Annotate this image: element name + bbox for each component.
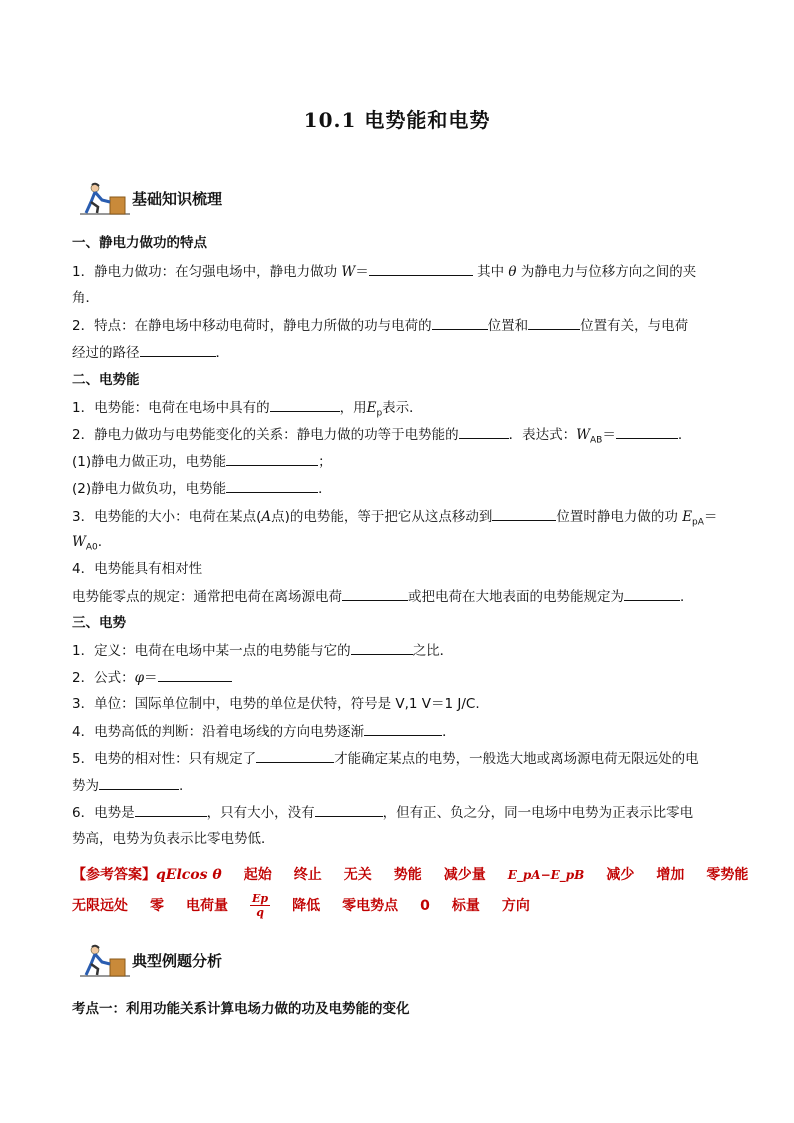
- heading-potential-energy: 二、电势能: [72, 372, 140, 388]
- section-header-examples: [80, 944, 280, 978]
- paragraph-a1: 1．静电力做功：在匀强电场中，静电力做功 W＝ 其中 θ 为静电力与位移方向之间的夹: [72, 264, 697, 280]
- paragraph-c4: 4．电势高低的判断：沿着电场线的方向电势逐渐 ．: [72, 724, 456, 740]
- paragraph-b3: (1)静电力做正功，电势能 ；: [72, 454, 332, 470]
- answer-row-1: 【参考答案】qElcos θ 起始 终止 无关 势能 减少量 E_pA−E_pB 减少 增加 零势能: [72, 867, 749, 883]
- paragraph-c6: 6．电势是 ，只有大小，没有 ，但有正、负之分，同一电场中电势为正表示比零电: [72, 805, 694, 821]
- answer-row-2: 无限远处 零 电荷量 $\frac{Ep}{q}$ 降低 零电势点 0 标量 方向: [72, 892, 530, 919]
- section-title: 典型例题分析: [132, 952, 223, 970]
- paragraph-b4: (2)静电力做负功，电势能 ．: [72, 481, 332, 497]
- kaodian-heading: 考点一：利用功能关系计算电场力做的功及电势能的变化: [72, 1001, 410, 1017]
- paragraph-b5: 3．电势能的大小：电荷在某点(A点)的电势能，等于把它从这点移动到 位置时静电力做的功 $E_{pA}=$: [72, 509, 718, 528]
- heading-potential: 三、电势: [72, 615, 126, 631]
- section-title: 基础知识梳理: [132, 190, 223, 208]
- heading-work: 一、静电力做功的特点: [72, 235, 207, 251]
- paragraph-b6: 4．电势能具有相对性: [72, 561, 203, 577]
- paragraph-a2: 2．特点：在静电场中移动电荷时，静电力所做的功与电荷的 位置和 位置有关，与电荷: [72, 318, 689, 334]
- answer-label: 【参考答案】: [72, 867, 156, 883]
- paragraph-b2: 2．静电力做功与电势能变化的关系：静电力做的功等于电势能的 ．表达式：$W_{AB}=$ .: [72, 427, 683, 446]
- section-header-basics: [80, 182, 280, 216]
- paragraph-c6-cont: 势高，电势为负表示比零电势低．: [72, 831, 275, 847]
- paragraph-c1: 1．定义：电荷在电场中某一点的电势能与它的 之比．: [72, 643, 454, 659]
- paragraph-b5-cont: $W_{A0}$.: [72, 534, 103, 553]
- paragraph-c2: 2．公式：φ＝: [72, 668, 232, 687]
- paragraph-c3: 3．单位：国际单位制中，电势的单位是伏特，符号是 V,1 V＝1 J/C.: [72, 696, 480, 712]
- page-title: 10.1 电势能和电势: [303, 108, 491, 132]
- paragraph-b7: 电势能零点的规定：通常把电荷在离场源电荷 或把电荷在大地表面的电势能规定为 ．: [72, 589, 694, 605]
- person-pushing-box-icon: [80, 182, 130, 216]
- potential-fraction: $\frac{Ep}{q}$: [252, 892, 269, 919]
- paragraph-c5: 5．电势的相对性：只有规定了 才能确定某点的电势，一般选大地或离场源电荷无限远处的电: [72, 751, 699, 767]
- paragraph-a1-cont: 角．: [72, 290, 99, 306]
- paragraph-c5-cont: 势为 .: [72, 778, 184, 794]
- paragraph-a2-cont: 经过的路径 ．: [72, 345, 229, 361]
- person-pushing-box-icon: [80, 944, 130, 978]
- paragraph-b1: 1．电势能：电荷在电场中具有的 ，用$E_p$表示．: [72, 400, 423, 419]
